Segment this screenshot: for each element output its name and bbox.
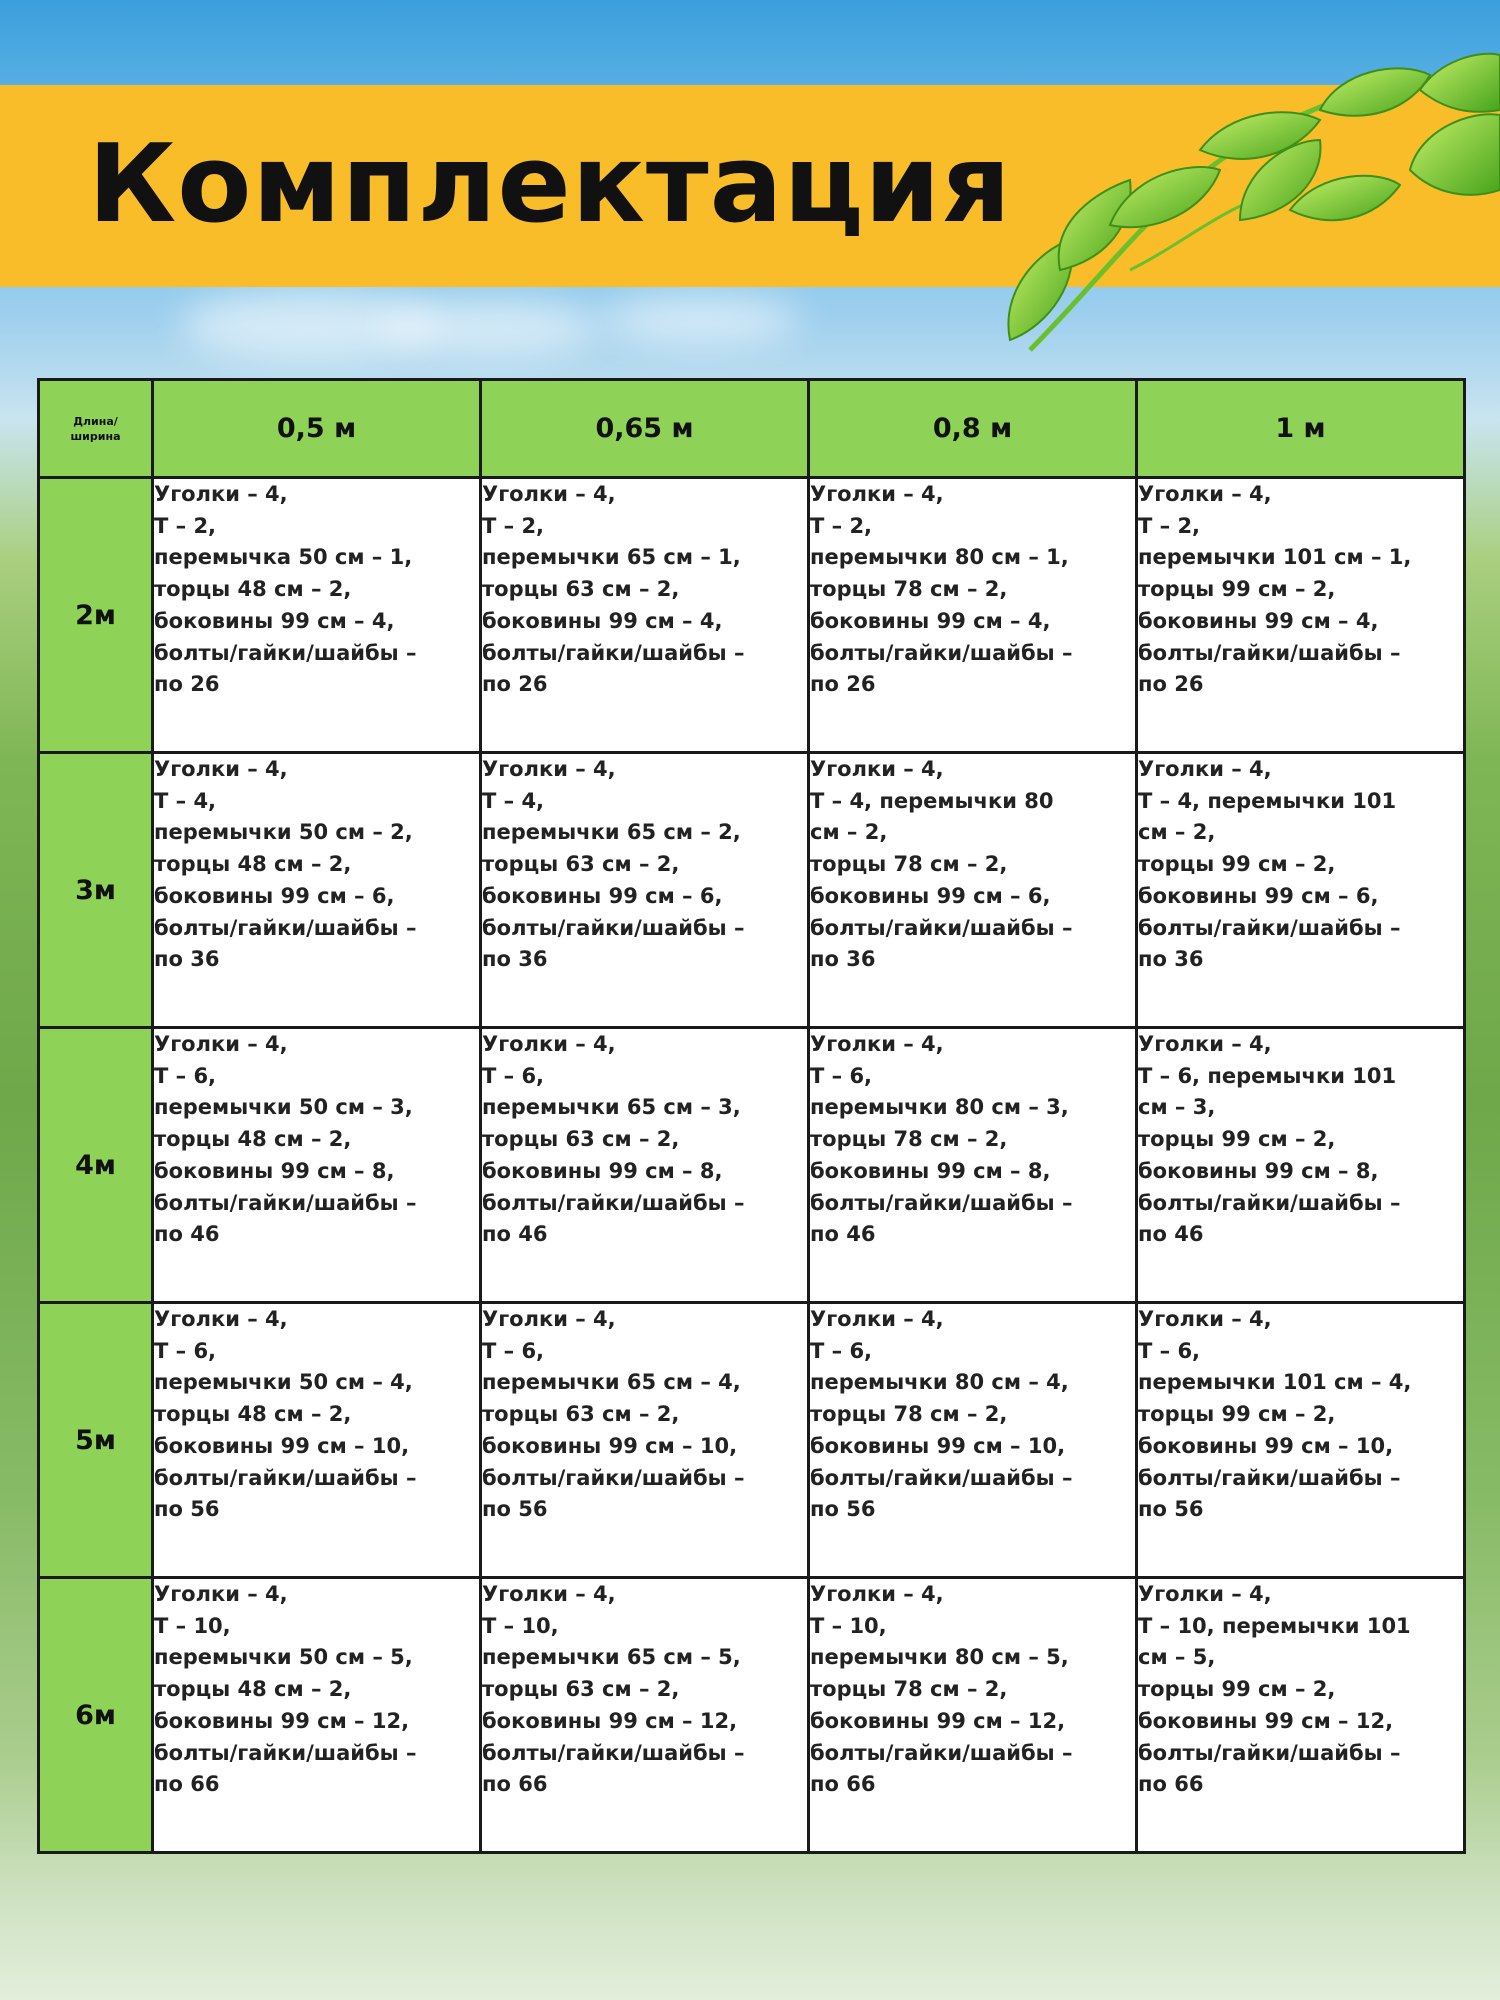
kit-cell-line: перемычки 101 см – 4, xyxy=(1138,1370,1412,1395)
kit-cell-line: перемычки 65 см – 5, xyxy=(482,1645,741,1670)
kit-cell xyxy=(153,1578,481,1853)
kit-cell-line: боковины 99 см – 6, xyxy=(154,883,395,908)
kit-cell-line: Уголки – 4, xyxy=(482,757,616,781)
kit-cell xyxy=(1137,1578,1465,1853)
table-row xyxy=(39,1578,1465,1853)
kit-cell-line: по 66 xyxy=(810,1772,876,1797)
table-row xyxy=(39,753,1465,1028)
kit-cell-line: по 66 xyxy=(154,1772,220,1797)
kit-cell-line: болты/гайки/шайбы – xyxy=(810,1740,1073,1765)
kit-cell-line: по 36 xyxy=(1138,947,1204,972)
kit-cell-line: Уголки – 4, xyxy=(154,1032,288,1056)
kit-cell-line: по 26 xyxy=(810,672,876,697)
kit-cell-line: боковины 99 см – 8, xyxy=(1138,1158,1379,1183)
kit-cell-line: см – 5, xyxy=(1138,1645,1216,1670)
table-row xyxy=(39,478,1465,753)
kit-cell-line: перемычки 50 см – 3, xyxy=(154,1095,413,1120)
kit-cell-line: Уголки – 4, xyxy=(482,1307,616,1331)
kit-cell-line: Т – 6, xyxy=(154,1338,217,1363)
kit-cell-line: боковины 99 см – 6, xyxy=(1138,883,1379,908)
kit-cell-line: болты/гайки/шайбы – xyxy=(154,915,417,940)
kit-cell-line: Т – 6, xyxy=(810,1063,873,1088)
kit-cell-line: Т – 10, xyxy=(154,1613,231,1638)
kit-cell xyxy=(153,753,481,1028)
kit-cell-line: торцы 63 см – 2, xyxy=(482,577,680,602)
kit-cell-line: Уголки – 4, xyxy=(810,1307,944,1331)
kit-cell-line: боковины 99 см – 10, xyxy=(154,1433,410,1458)
kit-cell-line: перемычки 80 см – 5, xyxy=(810,1645,1069,1670)
kit-cell xyxy=(1137,478,1465,753)
kit-cell-line: по 36 xyxy=(154,947,220,972)
kit-cell-line: по 26 xyxy=(154,672,220,697)
kit-cell-line: Т – 6, перемычки 101 xyxy=(1138,1063,1397,1088)
kit-cell-line: Уголки – 4, xyxy=(154,1307,288,1331)
kit-cell-line: болты/гайки/шайбы – xyxy=(482,1190,745,1215)
kit-cell-line: торцы 78 см – 2, xyxy=(810,1402,1008,1427)
kit-cell-line: болты/гайки/шайбы – xyxy=(482,915,745,940)
kit-cell xyxy=(1137,753,1465,1028)
kit-cell-line: Уголки – 4, xyxy=(1138,482,1272,506)
kit-cell xyxy=(809,1028,1137,1303)
kit-cell xyxy=(153,1303,481,1578)
kit-cell-line: болты/гайки/шайбы – xyxy=(810,640,1073,665)
kit-cell-line: торцы 63 см – 2, xyxy=(482,1677,680,1702)
kit-cell-line: боковины 99 см – 4, xyxy=(154,608,395,633)
kit-cell-line: торцы 48 см – 2, xyxy=(154,1402,352,1427)
kit-cell-line: перемычки 80 см – 4, xyxy=(810,1370,1069,1395)
kit-cell xyxy=(481,1578,809,1853)
corner-label-length: Длина/ xyxy=(73,414,118,428)
kit-cell-line: Уголки – 4, xyxy=(154,1582,288,1606)
kit-cell-line: Уголки – 4, xyxy=(482,1582,616,1606)
kit-cell xyxy=(1137,1303,1465,1578)
kit-cell-line: Уголки – 4, xyxy=(1138,1032,1272,1056)
kit-cell xyxy=(809,1578,1137,1853)
corner-label-width: ширина xyxy=(70,429,121,443)
kit-cell-line: перемычки 65 см – 2, xyxy=(482,820,741,845)
kit-cell-line: перемычка 50 см – 1, xyxy=(154,545,413,570)
kit-cell-line: торцы 99 см – 2, xyxy=(1138,1677,1336,1702)
kit-cell-line: болты/гайки/шайбы – xyxy=(482,1740,745,1765)
kit-cell-line: болты/гайки/шайбы – xyxy=(482,1465,745,1490)
length-header: 5м xyxy=(39,1303,153,1578)
kit-cell-line: Т – 4, xyxy=(482,788,545,813)
kit-cell-line: перемычки 80 см – 3, xyxy=(810,1095,1069,1120)
kit-cell-line: по 56 xyxy=(810,1497,876,1522)
kit-cell-line: перемычки 101 см – 1, xyxy=(1138,545,1412,570)
table-row xyxy=(39,1303,1465,1578)
kit-cell-line: см – 3, xyxy=(1138,1095,1216,1120)
width-header: 1 м xyxy=(1137,380,1465,478)
kit-cell-line: торцы 48 см – 2, xyxy=(154,1127,352,1152)
kit-cell-line: болты/гайки/шайбы – xyxy=(1138,640,1401,665)
kit-cell-line: Т – 2, xyxy=(154,513,217,538)
kit-cell-line: болты/гайки/шайбы – xyxy=(1138,915,1401,940)
kit-cell-line: болты/гайки/шайбы – xyxy=(1138,1465,1401,1490)
kit-cell-line: Т – 6, xyxy=(482,1063,545,1088)
kit-table xyxy=(37,378,1466,1854)
kit-cell-line: болты/гайки/шайбы – xyxy=(154,1465,417,1490)
page-title: Комплектация xyxy=(88,122,1012,247)
kit-cell-line: боковины 99 см – 12, xyxy=(154,1708,410,1733)
kit-cell-line: торцы 78 см – 2, xyxy=(810,1127,1008,1152)
kit-cell-line: торцы 99 см – 2, xyxy=(1138,577,1336,602)
kit-cell-line: боковины 99 см – 6, xyxy=(482,883,723,908)
kit-cell-line: по 56 xyxy=(154,1497,220,1522)
kit-cell xyxy=(809,1303,1137,1578)
kit-cell-line: Уголки – 4, xyxy=(154,757,288,781)
kit-cell xyxy=(1137,1028,1465,1303)
kit-cell-line: боковины 99 см – 8, xyxy=(482,1158,723,1183)
width-header: 0,65 м xyxy=(481,380,809,478)
kit-cell-line: болты/гайки/шайбы – xyxy=(1138,1190,1401,1215)
kit-cell-line: Т – 2, xyxy=(482,513,545,538)
kit-cell-line: боковины 99 см – 12, xyxy=(810,1708,1066,1733)
kit-cell-line: Уголки – 4, xyxy=(1138,1582,1272,1606)
kit-cell-line: по 36 xyxy=(482,947,548,972)
kit-cell-line: Уголки – 4, xyxy=(154,482,288,506)
kit-cell-line: болты/гайки/шайбы – xyxy=(154,1740,417,1765)
kit-cell-line: боковины 99 см – 4, xyxy=(482,608,723,633)
background-cloud xyxy=(600,295,800,345)
kit-cell-line: торцы 78 см – 2, xyxy=(810,1677,1008,1702)
table-row xyxy=(39,1028,1465,1303)
kit-cell-line: торцы 63 см – 2, xyxy=(482,1402,680,1427)
kit-cell-line: торцы 63 см – 2, xyxy=(482,852,680,877)
kit-cell-line: перемычки 80 см – 1, xyxy=(810,545,1069,570)
kit-cell-line: по 66 xyxy=(482,1772,548,1797)
kit-cell-line: по 46 xyxy=(154,1222,220,1247)
kit-cell-line: Уголки – 4, xyxy=(810,482,944,506)
kit-cell-line: Т – 6, xyxy=(810,1338,873,1363)
kit-cell-line: боковины 99 см – 8, xyxy=(810,1158,1051,1183)
kit-cell-line: Т – 6, xyxy=(154,1063,217,1088)
kit-cell-line: Т – 4, перемычки 80 xyxy=(810,788,1054,813)
kit-cell-line: Т – 6, xyxy=(1138,1338,1201,1363)
kit-cell-line: боковины 99 см – 4, xyxy=(1138,608,1379,633)
kit-cell-line: по 56 xyxy=(1138,1497,1204,1522)
kit-cell-line: Уголки – 4, xyxy=(1138,757,1272,781)
kit-cell-line: Уголки – 4, xyxy=(1138,1307,1272,1331)
kit-cell-line: боковины 99 см – 10, xyxy=(810,1433,1066,1458)
kit-cell-line: по 36 xyxy=(810,947,876,972)
kit-cell-line: торцы 78 см – 2, xyxy=(810,577,1008,602)
kit-cell-line: Уголки – 4, xyxy=(810,757,944,781)
kit-cell-line: Т – 2, xyxy=(810,513,873,538)
kit-cell-line: по 26 xyxy=(482,672,548,697)
kit-cell-line: болты/гайки/шайбы – xyxy=(482,640,745,665)
kit-cell xyxy=(481,753,809,1028)
kit-cell-line: Уголки – 4, xyxy=(810,1032,944,1056)
kit-cell-line: перемычки 65 см – 3, xyxy=(482,1095,741,1120)
kit-cell-line: боковины 99 см – 8, xyxy=(154,1158,395,1183)
leaf-branch-icon xyxy=(990,50,1500,360)
length-header: 2м xyxy=(39,478,153,753)
kit-cell-line: торцы 99 см – 2, xyxy=(1138,1402,1336,1427)
kit-cell-line: болты/гайки/шайбы – xyxy=(154,1190,417,1215)
kit-cell-line: торцы 99 см – 2, xyxy=(1138,852,1336,877)
kit-cell-line: торцы 48 см – 2, xyxy=(154,577,352,602)
length-header: 6м xyxy=(39,1578,153,1853)
kit-cell-line: болты/гайки/шайбы – xyxy=(810,1190,1073,1215)
kit-cell xyxy=(809,753,1137,1028)
kit-cell-line: Т – 4, xyxy=(154,788,217,813)
kit-cell-line: по 66 xyxy=(1138,1772,1204,1797)
kit-cell-line: боковины 99 см – 6, xyxy=(810,883,1051,908)
width-header: 0,5 м xyxy=(153,380,481,478)
kit-cell xyxy=(809,478,1137,753)
kit-cell-line: Т – 4, перемычки 101 xyxy=(1138,788,1397,813)
kit-cell xyxy=(153,478,481,753)
kit-cell-line: по 46 xyxy=(810,1222,876,1247)
kit-cell-line: перемычки 50 см – 4, xyxy=(154,1370,413,1395)
kit-cell-line: торцы 78 см – 2, xyxy=(810,852,1008,877)
kit-cell-line: по 46 xyxy=(482,1222,548,1247)
kit-cell-line: боковины 99 см – 12, xyxy=(1138,1708,1394,1733)
kit-cell-line: перемычки 65 см – 4, xyxy=(482,1370,741,1395)
kit-cell-line: болты/гайки/шайбы – xyxy=(810,915,1073,940)
kit-cell-line: боковины 99 см – 4, xyxy=(810,608,1051,633)
kit-cell-line: см – 2, xyxy=(810,820,888,845)
background-cloud xyxy=(380,300,600,355)
kit-cell-line: см – 2, xyxy=(1138,820,1216,845)
kit-cell xyxy=(481,1303,809,1578)
kit-cell-line: болты/гайки/шайбы – xyxy=(1138,1740,1401,1765)
kit-cell-line: Уголки – 4, xyxy=(482,1032,616,1056)
kit-cell-line: Уголки – 4, xyxy=(810,1582,944,1606)
kit-cell-line: боковины 99 см – 12, xyxy=(482,1708,738,1733)
kit-cell xyxy=(481,478,809,753)
kit-cell-line: Уголки – 4, xyxy=(482,482,616,506)
kit-cell-line: болты/гайки/шайбы – xyxy=(154,640,417,665)
kit-cell-line: по 46 xyxy=(1138,1222,1204,1247)
kit-cell-line: Т – 6, xyxy=(482,1338,545,1363)
kit-cell-line: торцы 48 см – 2, xyxy=(154,852,352,877)
kit-cell xyxy=(481,1028,809,1303)
kit-cell-line: перемычки 50 см – 2, xyxy=(154,820,413,845)
kit-cell-line: боковины 99 см – 10, xyxy=(482,1433,738,1458)
corner-header xyxy=(39,380,153,478)
kit-cell-line: Т – 2, xyxy=(1138,513,1201,538)
kit-cell-line: боковины 99 см – 10, xyxy=(1138,1433,1394,1458)
kit-cell-line: перемычки 65 см – 1, xyxy=(482,545,741,570)
kit-cell-line: Т – 10, xyxy=(810,1613,887,1638)
kit-cell-line: Т – 10, перемычки 101 xyxy=(1138,1613,1411,1638)
kit-cell-line: по 26 xyxy=(1138,672,1204,697)
kit-cell-line: по 56 xyxy=(482,1497,548,1522)
width-header: 0,8 м xyxy=(809,380,1137,478)
kit-cell-line: торцы 99 см – 2, xyxy=(1138,1127,1336,1152)
length-header: 3м xyxy=(39,753,153,1028)
table-header-row xyxy=(39,380,1465,478)
kit-cell-line: торцы 48 см – 2, xyxy=(154,1677,352,1702)
kit-cell-line: торцы 63 см – 2, xyxy=(482,1127,680,1152)
kit-cell xyxy=(153,1028,481,1303)
kit-cell-line: Т – 10, xyxy=(482,1613,559,1638)
kit-cell-line: перемычки 50 см – 5, xyxy=(154,1645,413,1670)
length-header: 4м xyxy=(39,1028,153,1303)
kit-cell-line: болты/гайки/шайбы – xyxy=(810,1465,1073,1490)
